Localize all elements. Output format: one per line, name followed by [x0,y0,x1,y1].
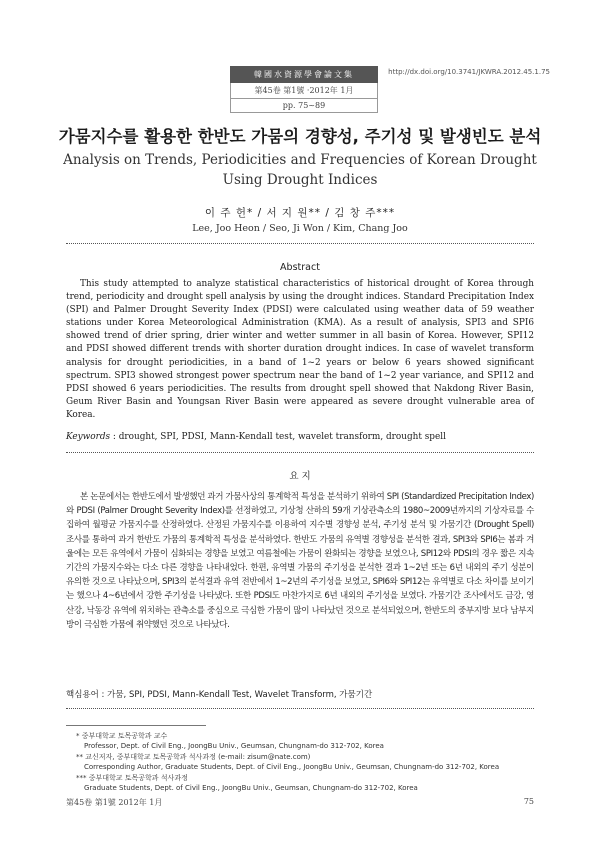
footnotes [66,731,534,793]
footnote-2-en: Corresponding Author, Graduate Students, Dept. of Civil Eng., JoongBu Univ., Geumsan, Chungnam-do 312-702, Korea [84,763,500,772]
keywords-line [66,432,534,442]
page-number: 75 [523,797,534,806]
doi-link[interactable]: http://dx.doi.org/10.3741/JKWRA.2012.45.1.75 [388,68,550,76]
journal-info-box [230,66,378,113]
footnote-1-ko: * 중부대학교 토목공학과 교수 [76,732,168,740]
title-korean: 가뭄지수를 활용한 한반도 가뭄의 경향성, 주기성 및 발생빈도 분석 [58,127,542,146]
title-english: Analysis on Trends, Periodicities and Frequencies of Korean Drought Using Drought Indices [63,152,537,188]
korean-keywords: 핵심용어 : 가뭄, SPI, PDSI, Mann-Kendall Test, Wavelet Transform, 가뭄기간 [66,690,373,700]
divider [66,243,534,244]
journal-name: 韓國水資源學會論文集 [230,66,378,83]
footnote-3-ko: *** 중부대학교 토목공학과 석사과정 [76,773,188,782]
yoji-text: 본 논문에서는 한반도에서 발생했던 과거 가뭄사상의 통계학적 특성을 분석하기 위하여 SPI (Standardized Precipitation Index)와 PDSI (Palmer Drought Severity Index)를 선정하였고, 기상청 산하의 59개 기상관측소의 1980~2009년까지의 기상자료를 수집하여 월평균 가뭄지수를 산정하였다. 산정된 가뭄지수를 이용하여 지수별 경향성 분석, 주기성 분석 및 가뭄기간 (Drought Spell) 조사를 통하여 과거 한반도 가뭄의 통계학적 특성을 분석하였다. 한반도 가뭄의 유역별 경향성을 분석한 결과, SPI3와 SPI6는 봄과 겨울에는 모든 유역에서 가뭄이 심화되는 경향을 보였고 여름철에는 가뭄이 완화되는 경향을 보였으나, SPI12와 PDSI의 경우 짧은 지속기간의 가뭄지수와는 다소 다른 경향을 나타내었다. 한편, 유역별 가뭄의 주기성을 분석한 결과 1~2년 또는 6년 내외의 주기 성분이 유의한 것으로 나타났으며, SPI3의 분석결과 유역 전반에서 1~2년의 주기성을 보였고, SPI6와 SPI12는 유역별로 다소 차이를 보이기는 했으나 4~6년에서 강한 주기성을 나타냈다. 또한 PDSI도 마찬가지로 6년 내외의 주기성을 보였다. 가뭄기간 조사에서도 금강, 영산강, 낙동강 유역에 위치하는 관측소를 중심으로 극심한 가뭄이 많이 나타났던 것으로 분석되었으며, 한반도의 중부지방 보다 남부지방이 극심한 가뭄에 취약했던 것으로 나타났다. [66,492,534,630]
authors-english: Lee, Joo Heon / Seo, Ji Won / Kim, Chang Joo [192,223,408,234]
journal-pages: pp. 75~89 [230,99,378,113]
keywords-label: Keywords [66,432,111,442]
authors-korean: 이 주 헌* / 서 지 원** / 김 창 주*** [204,207,396,219]
footnote-1-en: Professor, Dept. of Civil Eng., JoongBu Univ., Geumsan, Chungnam-do 312-702, Korea [84,742,384,751]
abstract-text: This study attempted to analyze statistical characteristics of historical drought of Korea through trend, periodicity and drought spell analysis by using the drought indices. Standard Precipitation Index (SPI) and Palmer Drought Severity Index (PDSI) were calculated using weather data of 59 weather stations under Korea Meteorological Administration (KMA). As a result of analysis, SPI3 and SPI6 showed trend of drier spring, drier winter and wetter summer in all basin of Korea. However, SPI12 and PDSI showed different trends with shorter duration drought indices. In case of wavelet transform analysis for drought periodicities, in a band of 1~2 years or below 6 years showed significant spectrum. SPI3 showed strongest power spectrum near the band of 1~2 year variance, and SPI12 and PDSI showed 6 years periodicities. The results from drought spell showed that Nakdong River Basin, Geum River Basin and Youngsan River Basin were appeared as severe drought vulnerable area of Korea. [66,279,534,420]
footnote-3-en: Graduate Students, Dept. of Civil Eng., JoongBu Univ., Geumsan, Chungnam-do 312-702, Korea [84,784,418,793]
divider [66,452,534,453]
yoji-heading: 요 지 [289,471,311,482]
keywords-text: : drought, SPI, PDSI, Mann-Kendall test, wavelet transform, drought spell [112,432,446,442]
footnote-2-ko: ** 교신저자, 중부대학교 토목공학과 석사과정 (e-mail: zisum@nate.com) [76,752,311,761]
journal-volume: 第45卷 第1號 ·2012年 1月 [230,83,378,99]
abstract-heading: Abstract [280,262,320,273]
divider [66,708,534,709]
footnote-rule [66,725,206,726]
footer-volume: 第45卷 第1號 2012年 1月 [66,798,163,807]
